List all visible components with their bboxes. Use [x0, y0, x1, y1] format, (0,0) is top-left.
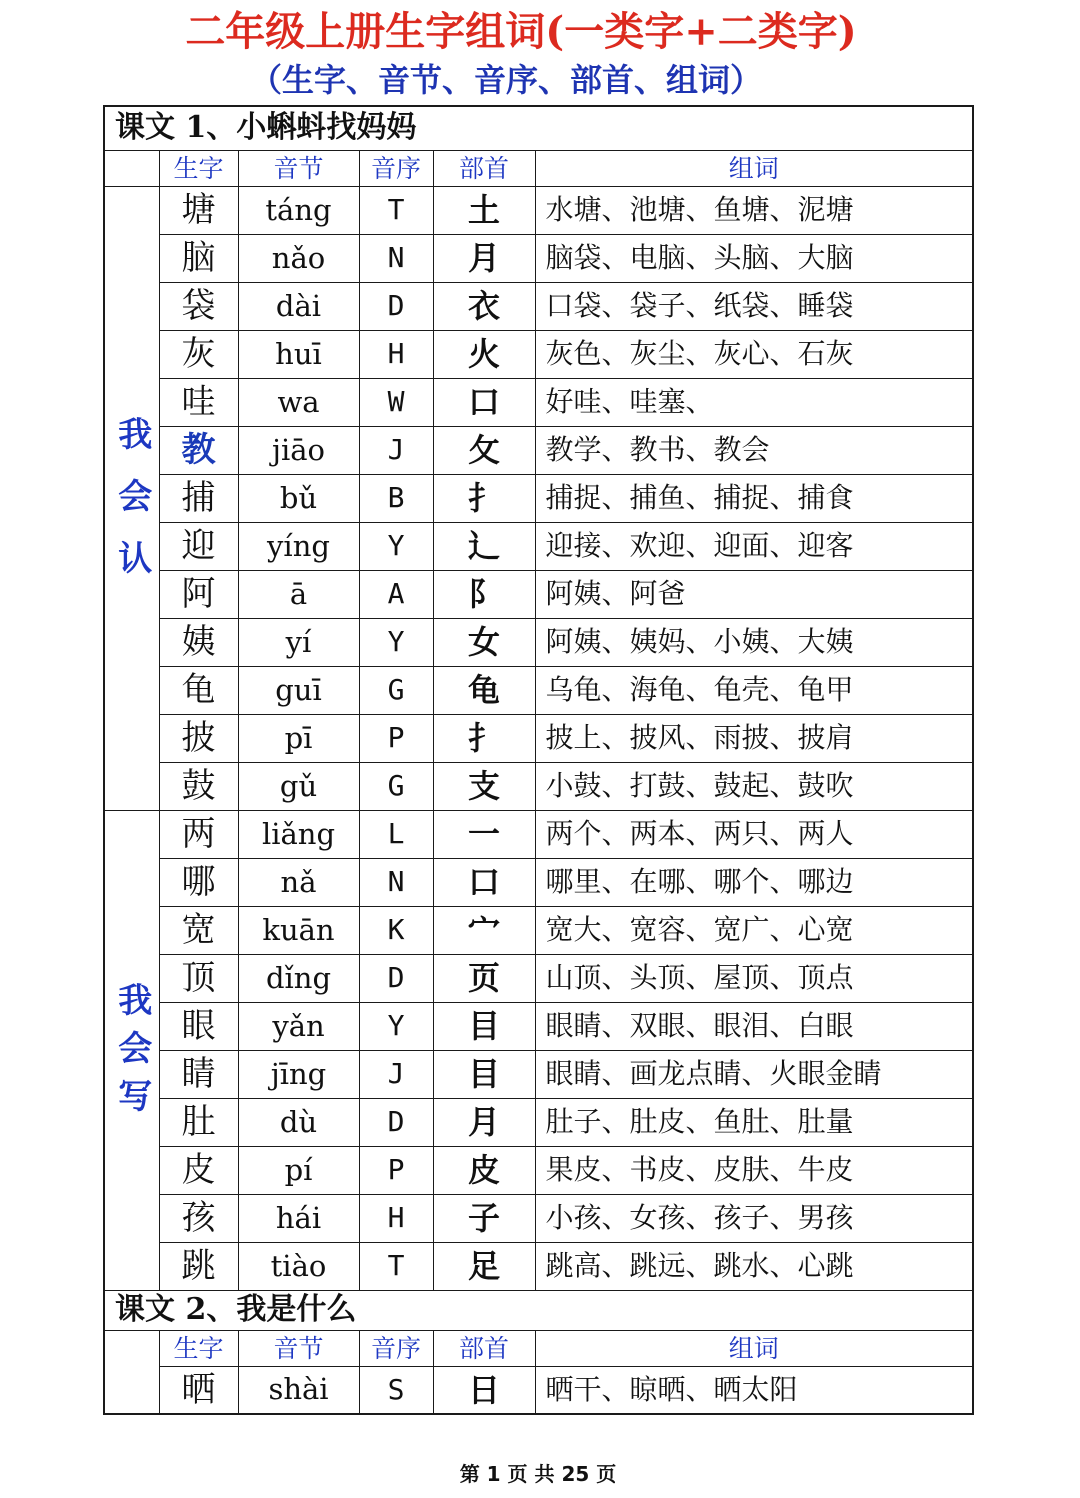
table-row — [104, 1242, 973, 1290]
pinyin-cell: yǎn — [238, 1002, 359, 1050]
column-header-words: 组词 — [535, 150, 973, 186]
table-row — [104, 426, 973, 474]
page-title: 二年级上册生字组词(一类字+二类字) — [185, 8, 857, 55]
words-cell: 乌龟、海龟、龟壳、龟甲 — [535, 666, 973, 714]
words-cell: 口袋、袋子、纸袋、睡袋 — [535, 282, 973, 330]
pinyin-cell: yí — [238, 618, 359, 666]
radical-cell: 阝 — [433, 570, 535, 618]
words-cell: 哪里、在哪、哪个、哪边 — [535, 858, 973, 906]
initial-letter-cell: N — [359, 234, 433, 282]
table-row — [104, 858, 973, 906]
radical-cell: 支 — [433, 762, 535, 810]
pinyin-cell: nǎo — [238, 234, 359, 282]
radical-cell: 月 — [433, 234, 535, 282]
words-cell: 阿姨、阿爸 — [535, 570, 973, 618]
words-cell: 水塘、池塘、鱼塘、泥塘 — [535, 186, 973, 234]
blank-cell — [104, 150, 159, 186]
pinyin-cell: bǔ — [238, 474, 359, 522]
table-row — [104, 618, 973, 666]
initial-letter-cell: H — [359, 330, 433, 378]
initial-letter-cell: H — [359, 1194, 433, 1242]
words-cell: 眼睛、双眼、眼泪、白眼 — [535, 1002, 973, 1050]
radical-cell: 皮 — [433, 1146, 535, 1194]
blank-cell — [104, 1330, 159, 1414]
pinyin-cell: táng — [238, 186, 359, 234]
character-cell: 跳 — [159, 1242, 238, 1290]
column-header-row — [104, 1330, 973, 1366]
pinyin-cell: yíng — [238, 522, 359, 570]
words-cell: 小鼓、打鼓、鼓起、鼓吹 — [535, 762, 973, 810]
column-header-pinyin: 音节 — [238, 1330, 359, 1366]
pinyin-cell: jīng — [238, 1050, 359, 1098]
radical-cell: 火 — [433, 330, 535, 378]
words-cell: 两个、两本、两只、两人 — [535, 810, 973, 858]
initial-letter-cell: B — [359, 474, 433, 522]
words-cell: 灰色、灰尘、灰心、石灰 — [535, 330, 973, 378]
pinyin-cell: dù — [238, 1098, 359, 1146]
character-cell: 姨 — [159, 618, 238, 666]
words-cell: 捕捉、捕鱼、捕捉、捕食 — [535, 474, 973, 522]
radical-cell: 口 — [433, 858, 535, 906]
column-header-radical: 部首 — [433, 150, 535, 186]
table-row — [104, 1366, 973, 1414]
character-cell: 肚 — [159, 1098, 238, 1146]
initial-letter-cell: S — [359, 1366, 433, 1414]
character-cell: 龟 — [159, 666, 238, 714]
character-cell: 哇 — [159, 378, 238, 426]
table-row — [104, 1146, 973, 1194]
radical-cell: 月 — [433, 1098, 535, 1146]
table-row — [104, 330, 973, 378]
table-row — [104, 1098, 973, 1146]
initial-letter-cell: N — [359, 858, 433, 906]
table-row — [104, 1002, 973, 1050]
column-header-char: 生字 — [159, 1330, 238, 1366]
page-footer: 第 1 页 共 25 页 — [459, 1462, 617, 1486]
initial-letter-cell: Y — [359, 1002, 433, 1050]
column-header-radical: 部首 — [433, 1330, 535, 1366]
pinyin-cell: nǎ — [238, 858, 359, 906]
words-cell: 小孩、女孩、孩子、男孩 — [535, 1194, 973, 1242]
initial-letter-cell: P — [359, 714, 433, 762]
words-cell: 阿姨、姨妈、小姨、大姨 — [535, 618, 973, 666]
initial-letter-cell: D — [359, 282, 433, 330]
pinyin-cell: pī — [238, 714, 359, 762]
table-row — [104, 1050, 973, 1098]
pinyin-cell: wa — [238, 378, 359, 426]
pinyin-cell: guī — [238, 666, 359, 714]
character-cell: 教 — [159, 426, 238, 474]
words-cell: 宽大、宽容、宽广、心宽 — [535, 906, 973, 954]
lesson-title-row — [104, 106, 973, 150]
words-cell: 肚子、肚皮、鱼肚、肚量 — [535, 1098, 973, 1146]
table-row — [104, 906, 973, 954]
character-cell: 袋 — [159, 282, 238, 330]
pinyin-cell: kuān — [238, 906, 359, 954]
initial-letter-cell: D — [359, 1098, 433, 1146]
character-cell: 脑 — [159, 234, 238, 282]
character-cell: 晒 — [159, 1366, 238, 1414]
page-subtitle: （生字、音节、音序、部首、组词） — [249, 61, 762, 99]
radical-cell: 子 — [433, 1194, 535, 1242]
group-label-cell — [104, 810, 159, 1290]
lesson-title: 课文 2、我是什么 — [104, 1290, 973, 1330]
table-row — [104, 570, 973, 618]
initial-letter-cell: T — [359, 1242, 433, 1290]
radical-cell: 宀 — [433, 906, 535, 954]
table-row — [104, 378, 973, 426]
initial-letter-cell: Y — [359, 522, 433, 570]
table-row — [104, 234, 973, 282]
character-cell: 两 — [159, 810, 238, 858]
character-cell: 眼 — [159, 1002, 238, 1050]
character-cell: 宽 — [159, 906, 238, 954]
radical-cell: 土 — [433, 186, 535, 234]
radical-cell: 扌 — [433, 474, 535, 522]
initial-letter-cell: D — [359, 954, 433, 1002]
words-cell: 跳高、跳远、跳水、心跳 — [535, 1242, 973, 1290]
radical-cell: 页 — [433, 954, 535, 1002]
table-row — [104, 714, 973, 762]
group-label: 我会写 — [111, 982, 152, 1126]
column-header-initial: 音序 — [359, 150, 433, 186]
pinyin-cell: dài — [238, 282, 359, 330]
group-label: 我会认 — [111, 416, 152, 602]
initial-letter-cell: J — [359, 1050, 433, 1098]
radical-cell: 日 — [433, 1366, 535, 1414]
character-cell: 哪 — [159, 858, 238, 906]
pinyin-cell: liǎng — [238, 810, 359, 858]
initial-letter-cell: W — [359, 378, 433, 426]
initial-letter-cell: G — [359, 762, 433, 810]
pinyin-cell: tiào — [238, 1242, 359, 1290]
table-row — [104, 762, 973, 810]
radical-cell: 龟 — [433, 666, 535, 714]
pinyin-cell: ā — [238, 570, 359, 618]
vocabulary-table — [103, 105, 974, 1415]
column-header-words: 组词 — [535, 1330, 973, 1366]
words-cell: 果皮、书皮、皮肤、牛皮 — [535, 1146, 973, 1194]
pinyin-cell: shài — [238, 1366, 359, 1414]
pinyin-cell: gǔ — [238, 762, 359, 810]
initial-letter-cell: Y — [359, 618, 433, 666]
radical-cell: 扌 — [433, 714, 535, 762]
initial-letter-cell: G — [359, 666, 433, 714]
words-cell: 披上、披风、雨披、披肩 — [535, 714, 973, 762]
radical-cell: 一 — [433, 810, 535, 858]
radical-cell: 口 — [433, 378, 535, 426]
radical-cell: 攵 — [433, 426, 535, 474]
character-cell: 灰 — [159, 330, 238, 378]
character-cell: 阿 — [159, 570, 238, 618]
column-header-pinyin: 音节 — [238, 150, 359, 186]
character-cell: 迎 — [159, 522, 238, 570]
character-cell: 披 — [159, 714, 238, 762]
words-cell: 好哇、哇塞、 — [535, 378, 973, 426]
character-cell: 鼓 — [159, 762, 238, 810]
column-header-initial: 音序 — [359, 1330, 433, 1366]
character-cell: 皮 — [159, 1146, 238, 1194]
vocabulary-table-body — [104, 106, 973, 1414]
initial-letter-cell: A — [359, 570, 433, 618]
table-row — [104, 282, 973, 330]
words-cell: 山顶、头顶、屋顶、顶点 — [535, 954, 973, 1002]
table-row — [104, 522, 973, 570]
character-cell: 孩 — [159, 1194, 238, 1242]
table-row — [104, 954, 973, 1002]
column-header-row — [104, 150, 973, 186]
lesson-title-row — [104, 1290, 973, 1330]
words-cell: 晒干、晾晒、晒太阳 — [535, 1366, 973, 1414]
character-cell: 捕 — [159, 474, 238, 522]
pinyin-cell: pí — [238, 1146, 359, 1194]
words-cell: 脑袋、电脑、头脑、大脑 — [535, 234, 973, 282]
radical-cell: 衣 — [433, 282, 535, 330]
table-row — [104, 810, 973, 858]
radical-cell: 目 — [433, 1002, 535, 1050]
radical-cell: 目 — [433, 1050, 535, 1098]
initial-letter-cell: T — [359, 186, 433, 234]
pinyin-cell: hái — [238, 1194, 359, 1242]
pinyin-cell: dǐng — [238, 954, 359, 1002]
table-row — [104, 666, 973, 714]
character-cell: 塘 — [159, 186, 238, 234]
group-label-cell — [104, 186, 159, 810]
radical-cell: 足 — [433, 1242, 535, 1290]
character-cell: 睛 — [159, 1050, 238, 1098]
initial-letter-cell: J — [359, 426, 433, 474]
table-row — [104, 186, 973, 234]
pinyin-cell: huī — [238, 330, 359, 378]
lesson-title: 课文 1、小蝌蚪找妈妈 — [104, 106, 973, 150]
initial-letter-cell: K — [359, 906, 433, 954]
radical-cell: 女 — [433, 618, 535, 666]
words-cell: 眼睛、画龙点睛、火眼金睛 — [535, 1050, 973, 1098]
pinyin-cell: jiāo — [238, 426, 359, 474]
radical-cell: 辶 — [433, 522, 535, 570]
character-cell: 顶 — [159, 954, 238, 1002]
words-cell: 迎接、欢迎、迎面、迎客 — [535, 522, 973, 570]
table-row — [104, 1194, 973, 1242]
column-header-char: 生字 — [159, 150, 238, 186]
words-cell: 教学、教书、教会 — [535, 426, 973, 474]
initial-letter-cell: P — [359, 1146, 433, 1194]
initial-letter-cell: L — [359, 810, 433, 858]
table-row — [104, 474, 973, 522]
